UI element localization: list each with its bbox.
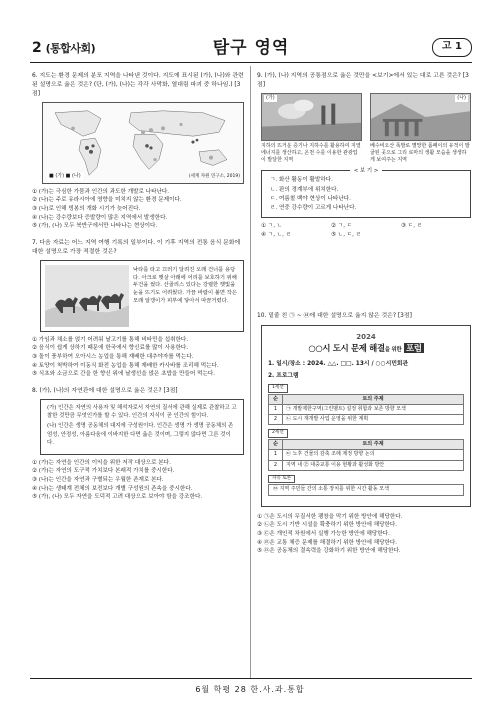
session-2 [268,429,464,470]
footer-rule [30,678,472,679]
choice-2[interactable]: ② ㉡은 도시 기반 시설을 확충하기 위한 방안에 해당한다. [257,522,398,529]
map-source: (세계 자원 연구소, 2019) [188,174,240,180]
session-table [268,439,464,471]
question-8 [32,387,244,502]
answer-choices [32,336,244,379]
table-row: 1 ㉠ 개발제한구역(그린벨트) 설정 취합과 보존 방향 모색 [269,404,464,414]
bogi-title: < 보 기 > [262,167,470,176]
table-row: 2 ㉡ 도시 재개발 사업 운영을 위한 계획 [269,415,464,425]
question-stem: 9. (가), (나) 지역의 공통점으로 옳은 것만을 <보기>에서 있는 대로 고른 것은? [3점] [257,73,469,88]
question-stem: 10. 밑줄 친 ㉠ ~ ㉥에 대한 설명으로 옳지 않은 것은? [3점] [257,313,412,320]
choice-4[interactable]: ④ ㉣은 교통 체증 문제를 해결하기 위한 방안에 해당한다. [257,539,398,546]
choice-5[interactable]: ⑤ ㄴ, ㄷ, ㄹ [331,232,362,239]
choice-1[interactable]: ① (가)는 극심한 가뭄과 인간의 과도한 개발로 나타난다. [32,188,170,195]
world-map-icon [43,103,243,183]
subject-label: 2 (통합사회) [32,40,96,56]
question-10 [257,312,471,556]
photo-caption: 베수비오산 폭발로 멸망한 폼페이의 유적이 발굴된 곳으로 그리 로마의 생활 모습을 생생하게 보여주는 지역 [370,142,470,164]
question-7 [32,239,244,379]
question-stem: 7. 다음 자료는 어느 지역 여행 기록의 일부이다. 이 기후 지역의 전통 음식 문화에 대한 설명으로 가장 적절한 것은? [32,239,241,255]
col-no: 순 [269,440,283,450]
bogi-item: ㄷ. 여름철 백야 현상이 나타난다. [270,195,351,202]
session-tag: 자유 토론 [268,475,295,484]
question-9 [257,72,471,240]
forum-date-line: 1. 일시/장소 : 2024. △△. □□. 13시 / ○○시민회관 [268,361,409,368]
choice-3[interactable]: ③ (나)는 인간을 자연과 구별되는 우월한 존재로 본다. [32,476,164,483]
geothermal-icon [262,94,361,140]
travel-record-box [40,260,244,332]
page-footer: 6월 학평 28 한.사.과.통합 [195,685,305,694]
question-stem: 8. (가), (나)의 자연관에 대한 설명으로 옳은 것은? [3점] [32,387,178,394]
col-topic: 토의 주제 [283,394,464,404]
session-tag: 1세션 [268,384,288,393]
col-no: 순 [269,394,283,404]
page-title: 탐구 영역 [212,38,290,58]
photo-label: (나) [457,94,466,101]
choice-2[interactable]: ② (나)는 주로 유라시아에 영향을 미치지 않는 환경 문제이다. [32,197,182,204]
choice-4[interactable]: ④ (나)는 강수량보다 증발량이 많은 지역에서 발생한다. [32,214,168,221]
session-1 [268,384,464,425]
choice-5[interactable]: ⑤ (가), (나) 모두 북반구에서만 나타나는 현상이다. [32,223,158,230]
header-rule [30,62,472,63]
forum-year: 2024 [356,333,376,342]
choice-1[interactable]: ① ㄱ, ㄴ [261,223,283,230]
right-column [257,72,471,564]
choice-1[interactable]: ① ㉠은 도시의 무질서한 팽창을 막기 위한 방안에 해당한다. [257,513,403,520]
photo-caption: 지하의 뜨거운 증기나 지하수를 활용하여 지열 에너지를 생산하고, 온천 수를 이용한 관광업이 발달한 지역 [261,142,361,164]
free-discussion-topic: ㉤ 지역 주민들 간의 소통 장치를 위한 시간 활동 모색 [268,484,464,495]
choice-2[interactable]: ② 음식이 쉽게 상하기 때문에 한국에서 향신료를 많이 사용한다. [32,345,189,352]
choice-3[interactable]: ③ (나)로 인해 빙봉의 개화 시기가 늦어진다. [32,205,141,212]
forum-title: ○○시 도시 문제 해결을 위한 포럼 [308,343,422,354]
choice-1[interactable]: ① 가임과 채소를 얹기 어려워 날고기를 통해 비타민을 섭취한다. [32,336,189,343]
table-row: 1 ㉢ 노후 건물의 감축 조례 제정 방향 논의 [269,450,464,460]
choice-5[interactable]: ⑤ ㉤은 공동체의 결속력을 강화하기 위한 방안에 해당한다. [257,548,401,555]
choice-4[interactable]: ④ ㄱ, ㄴ, ㄹ [261,232,292,239]
choice-3[interactable]: ③ 돌이 풍부하여 오아시스 농업을 통해 재배한 대추야자를 먹는다. [32,353,194,360]
region-photos [261,93,471,165]
travel-passage: 낙타를 타고 끄러기 달려진 오래 건너를 용당다. 아크로 햇살 아래에 어리를 보호하기 위해 두건을 썼다. 산골리스 있다는 강렬한 햇빛을 눈을 뜨기도 어려웠다. 가끔 바람이 불면 작은 모래 알갱이가 피부에 닿아서 따끔거렸다. [133,266,237,305]
forum-program-heading: 2. 프로그램 [268,372,299,379]
column-divider [250,66,251,678]
pompeii-photo [370,93,471,141]
photo-ga [261,93,362,165]
photo-na [370,93,471,165]
choice-1[interactable]: ① (가)는 자연을 인간의 이익을 위한 저작 대상으로 본다. [32,459,171,466]
choice-2[interactable]: ② ㄱ, ㄷ [331,223,353,230]
choice-4[interactable]: ④ (나)는 생태계 전체의 보전보다 개별 구성원의 존속을 중시한다. [32,485,193,492]
forum-poster [261,325,471,507]
table-row: 2 지역 내 ㉣ 대중교통 이용 현황과 활성화 방안 [269,460,464,470]
session-free [268,475,464,496]
passage-ga: (가) 인간은 자연의 사용자 및 해석자로서 자연의 질서에 관해 실제로 관찰하고 고찰한 것만큼 무엇인가를 할 수 있다. 인간의 지식이 곧 인간의 힘이다. [47,404,237,420]
question-stem: 6. 지도는 환경 문제의 분포 지역을 나타낸 것이다. 지도에 표시된 (가), (나)와 관련된 설명으로 옳은 것은? (단, (가), (나)는 각각 사막화, 열대림 파괴 중 하나임.) [3점] [32,73,244,97]
question-6 [32,72,244,231]
answer-choices [32,459,244,502]
choice-3[interactable]: ③ ㄷ, ㄹ [401,223,423,230]
grade-badge: 고 1 [432,38,472,57]
bogi-box [261,170,471,218]
forum-header [268,332,464,355]
choice-4[interactable]: ④ 토양이 척박하여 이동식 화전 농업을 통해 재배한 카사바를 조리해 먹는다. [32,362,219,369]
world-map-figure [42,102,244,184]
map-legend: ■ (가) ■ (나) [49,173,81,180]
session-table [268,394,464,426]
nature-view-passage [40,399,244,455]
choice-3[interactable]: ③ ㉢은 개인적 차원에서 실행 가능한 방안에 해당한다. [257,531,390,537]
col-topic: 토의 주제 [283,440,464,450]
bogi-item: ㄹ. 연중 강수량이 고르게 나타난다. [270,205,357,212]
camel-caravan-image [45,265,129,327]
passage-na: (나) 인간은 생명 공동체의 대지에 구성원이다. 인간은 생명 가 생명 공동체의 존엄성, 안정성, 아름다움에 이바지한 다면 옳은 것이며, 그렇지 않다면 그른 것이다. [47,423,234,447]
bogi-item: ㄴ. 판의 경계부에 위치한다. [270,186,339,193]
photo-label: (가) [266,94,275,101]
left-column [32,72,244,510]
geothermal-photo [261,93,362,141]
choice-5[interactable]: ⑤ 식초와 소금으로 간을 한 향신 위에 날생선을 얹은 초밥을 만들어 먹는다. [32,371,216,378]
session-tag: 2세션 [268,429,288,438]
choice-5[interactable]: ⑤ (가), (나) 모두 자연을 도덕적 고려 대상으로 보아야 함을 강조한다. [32,494,203,501]
camel-icon [45,265,129,327]
bogi-item: ㄱ. 화산 활동이 활발하다. [270,177,333,184]
answer-choices [261,222,471,240]
answer-choices [32,188,244,231]
choice-2[interactable]: ② (가)는 자연의 도구적 가치보다 본래적 가치를 중시한다. [32,468,175,475]
page-header [30,36,472,58]
answer-choices [257,513,471,556]
